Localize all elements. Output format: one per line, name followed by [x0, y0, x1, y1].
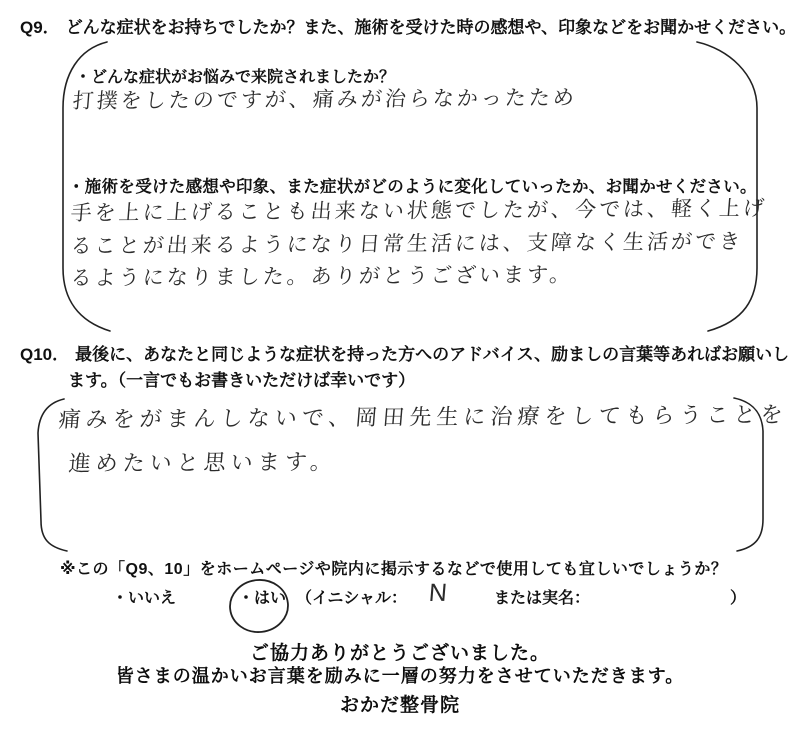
consent-initial-value-handwriting: N	[427, 578, 449, 607]
consent-close-paren: ）	[730, 590, 747, 607]
yes-selection-circle	[222, 576, 298, 638]
q10-heading-line2: ます。（一言でもお書きいただけば幸いです）	[68, 371, 416, 390]
consent-option-yes: ・はい	[238, 590, 287, 607]
q10-advice-answer-line1: 痛みをがまんしないで、岡田先生に治療をしてもらうことを	[57, 401, 789, 432]
q9-impression-answer-line1: 手を上に上げることも出来ない状態でしたが、今では、軽く上げ	[69, 197, 769, 225]
q9-bullet-symptom-question: ・どんな症状がお悩みで来院されましたか？	[75, 69, 396, 86]
q9-question-text: どんな症状をお持ちでしたか？また、施術を受けた時の感想や、印象などをお聞かせください。	[65, 18, 797, 37]
q9-question-number: Q9．	[20, 18, 60, 37]
q10-advice-answer-line2: 進めたいと思います。	[67, 449, 339, 476]
q9-impression-answer-line3: るようになりました。ありがとうございます。	[69, 263, 575, 290]
consent-initial-label: （イニシャル：	[296, 590, 408, 607]
consent-realname-label: または実名：	[494, 590, 591, 607]
q9-impression-answer-line2: ることが出来るようになり日常生活には、支障なく生活ができ	[69, 230, 744, 258]
q10-question-number: Q10．	[20, 345, 70, 364]
q9-bullet-impression-question: ・施術を受けた感想や印象、また症状がどのように変化していったか、お聞かせください。	[68, 178, 757, 196]
consent-option-no: ・いいえ	[112, 590, 177, 607]
footer-message: 皆さまの温かいお言葉を励みに一層の努力をさせていただきます。	[115, 666, 685, 686]
selection-circle-icon	[227, 577, 290, 635]
q9-symptom-answer-handwriting: 打撲をしたのですが、痛みが治らなかったため	[71, 86, 578, 113]
consent-note: ※この「Q9、10」をホームページや院内に掲示するなどで使用しても宜しいでしょうか？	[60, 561, 728, 578]
q10-question-text: 最後に、あなたと同じような症状を持った方へのアドバイス、励ましの言葉等あればお願いし	[75, 345, 790, 364]
footer-thanks: ご協力ありがとうございました。	[249, 643, 550, 664]
q10-heading-line1	[20, 340, 789, 365]
footer-clinic-name: おかだ整骨院	[339, 695, 460, 716]
q9-heading	[20, 13, 796, 38]
